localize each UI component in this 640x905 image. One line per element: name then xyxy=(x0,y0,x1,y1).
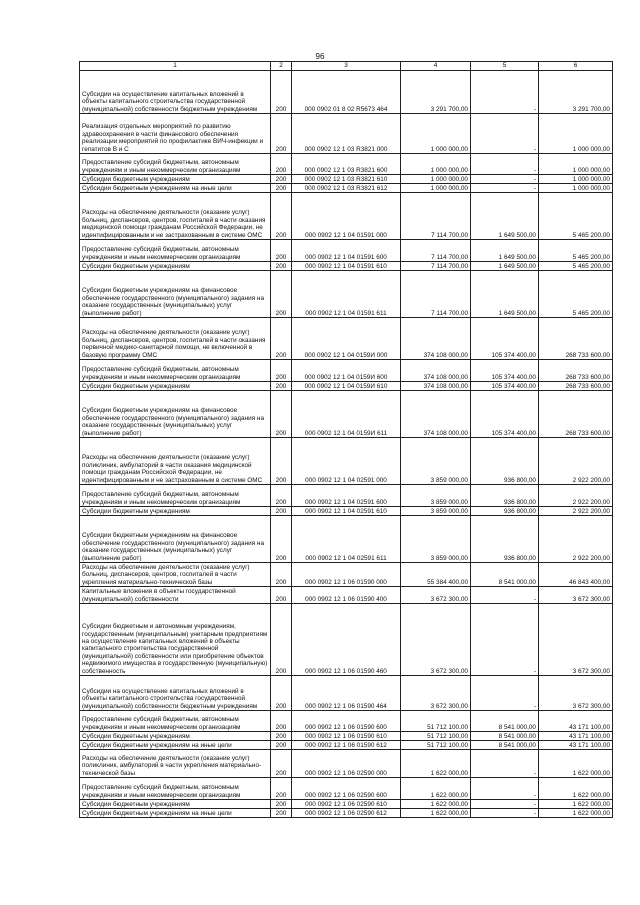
row-plan-cell: 3 859 000,00 xyxy=(401,516,471,563)
column-header: 5 xyxy=(471,62,539,71)
row-name-cell: Субсидии бюджетным учреждениям xyxy=(80,800,271,809)
row-code-cell: 200 xyxy=(271,563,292,587)
row-plan-cell: 374 108 000,00 xyxy=(401,318,471,360)
row-exec-cell: 105 374 400,00 xyxy=(471,382,539,391)
row-kbk-cell: 000 0902 12 1 03 R3821 610 xyxy=(292,175,401,184)
row-code-cell: 200 xyxy=(271,318,292,360)
column-header: 1 xyxy=(80,62,271,71)
row-exec-cell: - xyxy=(471,778,539,800)
row-rest-cell: 1 000 000,00 xyxy=(539,175,613,184)
row-plan-cell: 7 114 700,00 xyxy=(401,262,471,271)
row-name-cell: Субсидии бюджетным учреждениям на финансовое обеспечение государственного (муниципального) задания на оказание государственных (муниципальных) услуг (выполнение работ) xyxy=(80,516,271,563)
row-rest-cell: 3 672 300,00 xyxy=(539,587,613,604)
row-plan-cell: 51 712 100,00 xyxy=(401,741,471,750)
row-kbk-cell: 000 0902 12 1 04 01591 610 xyxy=(292,262,401,271)
table-row xyxy=(80,382,613,391)
row-name-cell: Расходы на обеспечение деятельности (оказание услуг) больниц, диспансеров, центров, госпиталей в части оказания первичной медико-санитарной помощи, не включенной в базовую программу ОМС xyxy=(80,318,271,360)
row-exec-cell: 936 800,00 xyxy=(471,485,539,507)
row-name-cell: Расходы на обеспечение деятельности (оказание услуг) больниц, диспансеров, центров, госпиталей в части оказания медицинской помощи гражданам Российской Федерации, не идентифицированным и не застрахованным в системе ОМС xyxy=(80,193,271,240)
row-rest-cell: 2 922 200,00 xyxy=(539,438,613,485)
row-code-cell: 200 xyxy=(271,750,292,778)
table-row xyxy=(80,485,613,507)
row-kbk-cell: 000 0902 12 1 04 01591 600 xyxy=(292,240,401,262)
row-exec-cell: 105 374 400,00 xyxy=(471,360,539,382)
table-row xyxy=(80,563,613,587)
row-rest-cell: 5 465 200,00 xyxy=(539,193,613,240)
row-plan-cell: 1 000 000,00 xyxy=(401,184,471,193)
row-code-cell: 200 xyxy=(271,71,292,114)
row-kbk-cell: 000 0902 12 1 04 01591 000 xyxy=(292,193,401,240)
row-name-cell: Субсидии на осуществление капитальных вложений в объекты капитального строительства государственной (муниципальной) собственности бюджетным учреждениям xyxy=(80,676,271,711)
table-body xyxy=(80,71,613,818)
table-row xyxy=(80,391,613,438)
row-exec-cell: - xyxy=(471,809,539,818)
row-name-cell: Субсидии на осуществление капитальных вложений в объекты капитального строительства государственной (муниципальной) собственности бюджетным учреждениям xyxy=(80,71,271,114)
table-row xyxy=(80,271,613,318)
row-code-cell: 200 xyxy=(271,711,292,732)
row-code-cell: 200 xyxy=(271,193,292,240)
row-plan-cell: 1 622 000,00 xyxy=(401,778,471,800)
row-code-cell: 200 xyxy=(271,184,292,193)
table-row xyxy=(80,741,613,750)
column-header: 4 xyxy=(401,62,471,71)
row-plan-cell: 3 672 300,00 xyxy=(401,587,471,604)
row-rest-cell: 2 922 200,00 xyxy=(539,516,613,563)
row-code-cell: 200 xyxy=(271,175,292,184)
row-name-cell: Субсидии бюджетным учреждениям на иные цели xyxy=(80,741,271,750)
row-kbk-cell: 000 0902 12 1 06 01590 000 xyxy=(292,563,401,587)
table-row xyxy=(80,732,613,741)
row-rest-cell: 1 000 000,00 xyxy=(539,114,613,154)
table-row xyxy=(80,184,613,193)
row-code-cell: 200 xyxy=(271,800,292,809)
row-rest-cell: 268 733 600,00 xyxy=(539,382,613,391)
row-rest-cell: 1 000 000,00 xyxy=(539,184,613,193)
row-kbk-cell: 000 0902 12 1 04 01591 611 xyxy=(292,271,401,318)
row-kbk-cell: 000 0902 12 1 03 R3821 612 xyxy=(292,184,401,193)
table-row xyxy=(80,71,613,114)
row-name-cell: Расходы на обеспечение деятельности (оказание услуг) больниц, диспансеров, центров, госпиталей в части укрепления материально-технической базы xyxy=(80,563,271,587)
row-plan-cell: 7 114 700,00 xyxy=(401,240,471,262)
row-code-cell: 200 xyxy=(271,587,292,604)
row-plan-cell: 1 000 000,00 xyxy=(401,154,471,175)
table-row xyxy=(80,778,613,800)
row-kbk-cell: 000 0902 12 1 03 R3821 000 xyxy=(292,114,401,154)
page-number: 96 xyxy=(315,52,325,61)
table-row xyxy=(80,604,613,676)
row-kbk-cell: 000 0902 12 1 06 02590 600 xyxy=(292,778,401,800)
row-exec-cell: 8 541 000,00 xyxy=(471,732,539,741)
row-name-cell: Субсидии бюджетным учреждениям на финансовое обеспечение государственного (муниципального) задания на оказание государственных (муниципальных) услуг (выполнение работ) xyxy=(80,271,271,318)
row-code-cell: 200 xyxy=(271,507,292,516)
row-plan-cell: 55 384 400,00 xyxy=(401,563,471,587)
row-code-cell: 200 xyxy=(271,676,292,711)
column-header: 6 xyxy=(539,62,613,71)
row-name-cell: Капитальные вложения в объекты государственной (муниципальной) собственности xyxy=(80,587,271,604)
row-kbk-cell: 000 0902 12 1 06 01590 610 xyxy=(292,732,401,741)
row-plan-cell: 374 108 000,00 xyxy=(401,360,471,382)
row-code-cell: 200 xyxy=(271,114,292,154)
row-rest-cell: 1 622 000,00 xyxy=(539,809,613,818)
row-exec-cell: 105 374 400,00 xyxy=(471,391,539,438)
row-plan-cell: 374 108 000,00 xyxy=(401,382,471,391)
row-rest-cell: 43 171 100,00 xyxy=(539,741,613,750)
row-plan-cell: 1 000 000,00 xyxy=(401,175,471,184)
row-kbk-cell: 000 0902 01 8 02 R5673 464 xyxy=(292,71,401,114)
row-exec-cell: - xyxy=(471,587,539,604)
row-name-cell: Реализация отдельных мероприятий по развитию здравоохранения в части финансового обеспечения реализации мероприятий по профилактике ВИЧ-инфекции и гепатитов В и С xyxy=(80,114,271,154)
row-rest-cell: 268 733 600,00 xyxy=(539,318,613,360)
row-name-cell: Субсидии бюджетным учреждениям xyxy=(80,262,271,271)
row-name-cell: Субсидии бюджетным учреждениям xyxy=(80,507,271,516)
table-row xyxy=(80,114,613,154)
row-plan-cell: 1 622 000,00 xyxy=(401,800,471,809)
row-plan-cell: 3 859 000,00 xyxy=(401,507,471,516)
column-header: 2 xyxy=(271,62,292,71)
row-rest-cell: 1 000 000,00 xyxy=(539,154,613,175)
row-rest-cell: 43 171 100,00 xyxy=(539,732,613,741)
table-row xyxy=(80,507,613,516)
row-exec-cell: 936 800,00 xyxy=(471,516,539,563)
table-row xyxy=(80,809,613,818)
row-kbk-cell: 000 0902 12 1 03 R3821 600 xyxy=(292,154,401,175)
row-kbk-cell: 000 0902 12 1 06 02590 610 xyxy=(292,800,401,809)
row-plan-cell: 374 108 000,00 xyxy=(401,391,471,438)
row-rest-cell: 43 171 100,00 xyxy=(539,711,613,732)
row-code-cell: 200 xyxy=(271,732,292,741)
row-code-cell: 200 xyxy=(271,741,292,750)
row-rest-cell: 1 622 000,00 xyxy=(539,750,613,778)
row-name-cell: Предоставление субсидий бюджетным, автономным учреждениям и иным некоммерческим организациям xyxy=(80,711,271,732)
row-name-cell: Предоставление субсидий бюджетным, автономным учреждениям и иным некоммерческим организациям xyxy=(80,360,271,382)
row-code-cell: 200 xyxy=(271,516,292,563)
row-exec-cell: 1 649 500,00 xyxy=(471,240,539,262)
table-row xyxy=(80,711,613,732)
row-name-cell: Субсидии бюджетным учреждениям xyxy=(80,732,271,741)
table-row xyxy=(80,318,613,360)
row-code-cell: 200 xyxy=(271,778,292,800)
table-header-row xyxy=(80,62,613,71)
row-code-cell: 200 xyxy=(271,360,292,382)
row-name-cell: Расходы на обеспечение деятельности (оказание услуг) поликлиник, амбулаторий в части оказания медицинской помощи гражданам Российской Федерации, не идентифицированным и не застрахованным в системе ОМС xyxy=(80,438,271,485)
row-exec-cell: 1 649 500,00 xyxy=(471,262,539,271)
row-plan-cell: 1 000 000,00 xyxy=(401,114,471,154)
row-kbk-cell: 000 0902 12 1 06 01590 464 xyxy=(292,676,401,711)
table-row xyxy=(80,676,613,711)
row-code-cell: 200 xyxy=(271,809,292,818)
row-kbk-cell: 000 0902 12 1 06 01590 600 xyxy=(292,711,401,732)
row-kbk-cell: 000 0902 12 1 04 02591 600 xyxy=(292,485,401,507)
row-kbk-cell: 000 0902 12 1 06 01590 400 xyxy=(292,587,401,604)
row-name-cell: Расходы на обеспечение деятельности (оказание услуг) поликлиник, амбулаторий в части укрепления материально-технической базы xyxy=(80,750,271,778)
row-exec-cell: - xyxy=(471,175,539,184)
row-exec-cell: 8 541 000,00 xyxy=(471,741,539,750)
row-code-cell: 200 xyxy=(271,262,292,271)
row-kbk-cell: 000 0902 12 1 04 02591 000 xyxy=(292,438,401,485)
row-name-cell: Предоставление субсидий бюджетным, автономным учреждениям и иным некоммерческим организациям xyxy=(80,485,271,507)
row-name-cell: Субсидии бюджетным и автономным учреждениям, государственным (муниципальным) унитарным предприятиям на осуществление капитальных вложений в объекты капитального строительства государственной (муниципальной) собственности или приобретение объектов недвижимого имущества в государственную (муниципальную) собственность xyxy=(80,604,271,676)
row-code-cell: 200 xyxy=(271,154,292,175)
row-name-cell: Субсидии бюджетным учреждениям на иные цели xyxy=(80,184,271,193)
row-exec-cell: 936 800,00 xyxy=(471,507,539,516)
row-exec-cell: - xyxy=(471,114,539,154)
row-kbk-cell: 000 0902 12 1 06 01590 612 xyxy=(292,741,401,750)
row-exec-cell: 8 541 000,00 xyxy=(471,563,539,587)
row-rest-cell: 2 922 200,00 xyxy=(539,485,613,507)
row-exec-cell: 1 649 500,00 xyxy=(471,271,539,318)
row-exec-cell: - xyxy=(471,71,539,114)
budget-table xyxy=(79,61,613,818)
row-name-cell: Предоставление субсидий бюджетным, автономным учреждениям и иным некоммерческим организациям xyxy=(80,778,271,800)
row-name-cell: Субсидии бюджетным учреждениям на финансовое обеспечение государственного (муниципального) задания на оказание государственных (муниципальных) услуг (выполнение работ) xyxy=(80,391,271,438)
row-exec-cell: - xyxy=(471,154,539,175)
row-rest-cell: 5 465 200,00 xyxy=(539,271,613,318)
row-rest-cell: 268 733 600,00 xyxy=(539,360,613,382)
row-code-cell: 200 xyxy=(271,382,292,391)
row-rest-cell: 2 922 200,00 xyxy=(539,507,613,516)
row-kbk-cell: 000 0902 12 1 06 02590 612 xyxy=(292,809,401,818)
row-kbk-cell: 000 0902 12 1 04 0159И 611 xyxy=(292,391,401,438)
row-kbk-cell: 000 0902 12 1 04 02591 610 xyxy=(292,507,401,516)
row-exec-cell: - xyxy=(471,750,539,778)
table-row xyxy=(80,154,613,175)
row-code-cell: 200 xyxy=(271,485,292,507)
row-exec-cell: 936 800,00 xyxy=(471,438,539,485)
row-rest-cell: 46 843 400,00 xyxy=(539,563,613,587)
row-rest-cell: 5 465 200,00 xyxy=(539,240,613,262)
row-name-cell: Субсидии бюджетным учреждениям xyxy=(80,175,271,184)
row-name-cell: Предоставление субсидий бюджетным, автономным учреждениям и иным некоммерческим организациям xyxy=(80,154,271,175)
row-exec-cell: 8 541 000,00 xyxy=(471,711,539,732)
table-row xyxy=(80,262,613,271)
row-code-cell: 200 xyxy=(271,391,292,438)
table-row xyxy=(80,587,613,604)
row-exec-cell: - xyxy=(471,676,539,711)
row-rest-cell: 268 733 600,00 xyxy=(539,391,613,438)
table-row xyxy=(80,750,613,778)
row-plan-cell: 1 622 000,00 xyxy=(401,809,471,818)
row-plan-cell: 3 672 300,00 xyxy=(401,676,471,711)
row-kbk-cell: 000 0902 12 1 04 0159И 000 xyxy=(292,318,401,360)
row-rest-cell: 1 622 000,00 xyxy=(539,800,613,809)
row-plan-cell: 7 114 700,00 xyxy=(401,271,471,318)
row-rest-cell: 1 622 000,00 xyxy=(539,778,613,800)
row-plan-cell: 1 622 000,00 xyxy=(401,750,471,778)
row-name-cell: Субсидии бюджетным учреждениям xyxy=(80,382,271,391)
row-kbk-cell: 000 0902 12 1 04 0159И 600 xyxy=(292,360,401,382)
row-code-cell: 200 xyxy=(271,604,292,676)
table-row xyxy=(80,516,613,563)
row-kbk-cell: 000 0902 12 1 04 0159И 610 xyxy=(292,382,401,391)
row-plan-cell: 3 291 700,00 xyxy=(401,71,471,114)
row-kbk-cell: 000 0902 12 1 04 02591 611 xyxy=(292,516,401,563)
row-plan-cell: 51 712 100,00 xyxy=(401,711,471,732)
row-rest-cell: 3 291 700,00 xyxy=(539,71,613,114)
row-kbk-cell: 000 0902 12 1 06 01590 460 xyxy=(292,604,401,676)
row-plan-cell: 3 859 000,00 xyxy=(401,438,471,485)
table-row xyxy=(80,175,613,184)
row-exec-cell: - xyxy=(471,800,539,809)
row-plan-cell: 7 114 700,00 xyxy=(401,193,471,240)
table-row xyxy=(80,438,613,485)
row-name-cell: Субсидии бюджетным учреждениям на иные цели xyxy=(80,809,271,818)
row-plan-cell: 51 712 100,00 xyxy=(401,732,471,741)
table-row xyxy=(80,193,613,240)
row-code-cell: 200 xyxy=(271,240,292,262)
row-exec-cell: - xyxy=(471,184,539,193)
table-row xyxy=(80,800,613,809)
row-name-cell: Предоставление субсидий бюджетным, автономным учреждениям и иным некоммерческим организациям xyxy=(80,240,271,262)
row-rest-cell: 5 465 200,00 xyxy=(539,262,613,271)
column-header: 3 xyxy=(292,62,401,71)
row-plan-cell: 3 859 000,00 xyxy=(401,485,471,507)
table-row xyxy=(80,240,613,262)
row-plan-cell: 3 672 300,00 xyxy=(401,604,471,676)
row-rest-cell: 3 672 300,00 xyxy=(539,604,613,676)
row-exec-cell: 1 649 500,00 xyxy=(471,193,539,240)
row-code-cell: 200 xyxy=(271,438,292,485)
row-kbk-cell: 000 0902 12 1 06 02590 000 xyxy=(292,750,401,778)
row-rest-cell: 3 672 300,00 xyxy=(539,676,613,711)
row-exec-cell: 105 374 400,00 xyxy=(471,318,539,360)
row-code-cell: 200 xyxy=(271,271,292,318)
row-exec-cell: - xyxy=(471,604,539,676)
table-row xyxy=(80,360,613,382)
